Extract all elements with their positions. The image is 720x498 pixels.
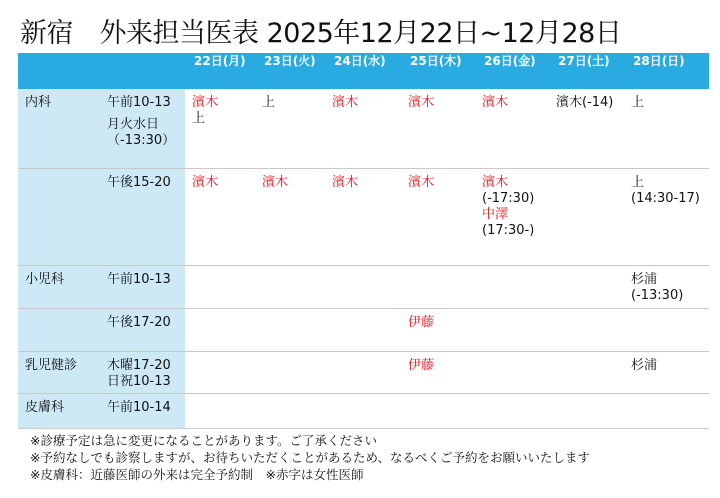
- doctor-cell: [549, 351, 624, 393]
- doctor-cell: [549, 393, 624, 428]
- doctor-cell: [475, 393, 549, 428]
- doctor-cell: [325, 393, 401, 428]
- header-day-cell: 27日(土): [549, 53, 624, 89]
- schedule-body: [18, 89, 709, 428]
- doctor-cell: [401, 89, 475, 168]
- note-line: ※皮膚科：近藤医師の外来は完全予約制 ※赤字は女性医師: [30, 467, 364, 482]
- schedule-table: [18, 53, 709, 429]
- header-day-cell: 25日(木): [401, 53, 475, 89]
- schedule-row: [18, 308, 709, 351]
- doctor-cell: [475, 89, 549, 168]
- doctor-cell: [255, 393, 325, 428]
- header-day-cell: 26日(金): [475, 53, 549, 89]
- hours-note: (-13:30): [631, 287, 684, 303]
- doctor-name: 濱木: [482, 174, 509, 190]
- time-slot-cell: [103, 265, 185, 308]
- header-row: [18, 53, 709, 89]
- doctor-name: 上: [262, 95, 276, 110]
- doctor-cell: [185, 308, 255, 351]
- doctor-name: 上: [192, 111, 206, 126]
- department-cell: 小児科: [18, 265, 103, 308]
- doctor-name: 濱木: [332, 95, 359, 110]
- doctor-cell: [549, 168, 624, 265]
- doctor-cell: [549, 265, 624, 308]
- doctor-cell: [475, 168, 549, 265]
- hours-note: (17:30-): [482, 222, 535, 238]
- hours-note: (-17:30): [482, 190, 535, 206]
- schedule-row: [18, 351, 709, 393]
- time-slot-line: 午前10-14: [107, 399, 171, 415]
- doctor-name: 杉浦: [631, 271, 658, 287]
- doctor-cell: [475, 351, 549, 393]
- header-day-cell: 22日(月): [185, 53, 255, 89]
- time-slot-cell: [103, 351, 185, 393]
- doctor-cell: [325, 308, 401, 351]
- time-slot-line: 午後15-20: [107, 174, 171, 190]
- time-slot-line: 午前10-13: [107, 95, 171, 110]
- schedule-header: [18, 53, 709, 89]
- schedule-row: [18, 89, 709, 168]
- header-day-cell: 28日(日): [624, 53, 709, 89]
- doctor-name: 上: [631, 95, 645, 110]
- time-slot-line: 月火水日: [107, 117, 160, 132]
- doctor-cell: [185, 265, 255, 308]
- doctor-cell: [325, 351, 401, 393]
- time-slot-cell: [103, 308, 185, 351]
- time-slot-line: 午後17-20: [107, 314, 171, 330]
- doctor-cell: [255, 265, 325, 308]
- doctor-name: 濱木: [262, 174, 289, 190]
- time-slot-line: 日祝10-13: [107, 373, 171, 389]
- doctor-cell: [401, 351, 475, 393]
- doctor-name: 濱木: [192, 174, 219, 190]
- doctor-cell: [401, 308, 475, 351]
- doctor-cell: [549, 308, 624, 351]
- doctor-name: 濱木: [408, 174, 435, 190]
- department-cell: [18, 308, 103, 351]
- doctor-cell: [549, 89, 624, 168]
- doctor-name: 濱木: [332, 174, 359, 190]
- note-line: ※診療予定は急に変更になることがあります。ご了承ください: [30, 433, 377, 448]
- time-slot-cell: [103, 89, 185, 168]
- doctor-name: 上: [631, 174, 645, 190]
- time-slot-line: 午前10-13: [107, 271, 171, 287]
- schedule-row: [18, 265, 709, 308]
- doctor-cell: [185, 89, 255, 168]
- department-cell: 乳児健診: [18, 351, 103, 393]
- doctor-cell: [255, 308, 325, 351]
- doctor-name: 杉浦: [631, 357, 658, 373]
- doctor-cell: [624, 351, 709, 393]
- doctor-cell: [475, 265, 549, 308]
- header-blank-cell: [18, 53, 103, 89]
- note-line: ※予約なしでも診察しますが、お待ちいただくことがあるため、なるべくご予約をお願いいたします: [30, 450, 590, 465]
- doctor-cell: [325, 168, 401, 265]
- doctor-cell: [624, 89, 709, 168]
- schedule-row: [18, 393, 709, 428]
- doctor-name: 伊藤: [408, 314, 435, 330]
- doctor-cell: [185, 393, 255, 428]
- notes: [30, 432, 710, 483]
- doctor-cell: [255, 89, 325, 168]
- doctor-cell: [185, 168, 255, 265]
- department-cell: [18, 168, 103, 265]
- doctor-cell: [624, 168, 709, 265]
- doctor-cell: [475, 308, 549, 351]
- doctor-name: 濱木(-14): [556, 95, 614, 110]
- time-slot-cell: [103, 168, 185, 265]
- page-title: 新宿 外来担当医表 2025年12月22日~12月28日: [20, 18, 622, 49]
- header-day-cell: 24日(水): [325, 53, 401, 89]
- department-cell: 皮膚科: [18, 393, 103, 428]
- doctor-cell: [401, 265, 475, 308]
- doctor-name: 濱木: [482, 95, 509, 110]
- header-blank-cell: [103, 53, 185, 89]
- doctor-cell: [624, 265, 709, 308]
- header-day-cell: 23日(火): [255, 53, 325, 89]
- time-slot-line: 木曜17-20: [107, 357, 171, 373]
- doctor-cell: [401, 393, 475, 428]
- hours-note: (14:30-17): [631, 190, 700, 206]
- department-cell: 内科: [18, 89, 103, 168]
- time-slot-cell: [103, 393, 185, 428]
- doctor-name: 伊藤: [408, 357, 435, 373]
- doctor-cell: [325, 89, 401, 168]
- doctor-name: 中澤: [482, 206, 509, 222]
- doctor-cell: [255, 351, 325, 393]
- doctor-cell: [624, 308, 709, 351]
- time-slot-line: （-13:30）: [107, 133, 176, 148]
- doctor-cell: [401, 168, 475, 265]
- doctor-cell: [624, 393, 709, 428]
- doctor-cell: [255, 168, 325, 265]
- doctor-name: 濱木: [408, 95, 435, 110]
- doctor-cell: [325, 265, 401, 308]
- doctor-name: 濱木: [192, 95, 219, 110]
- schedule-row: [18, 168, 709, 265]
- doctor-cell: [185, 351, 255, 393]
